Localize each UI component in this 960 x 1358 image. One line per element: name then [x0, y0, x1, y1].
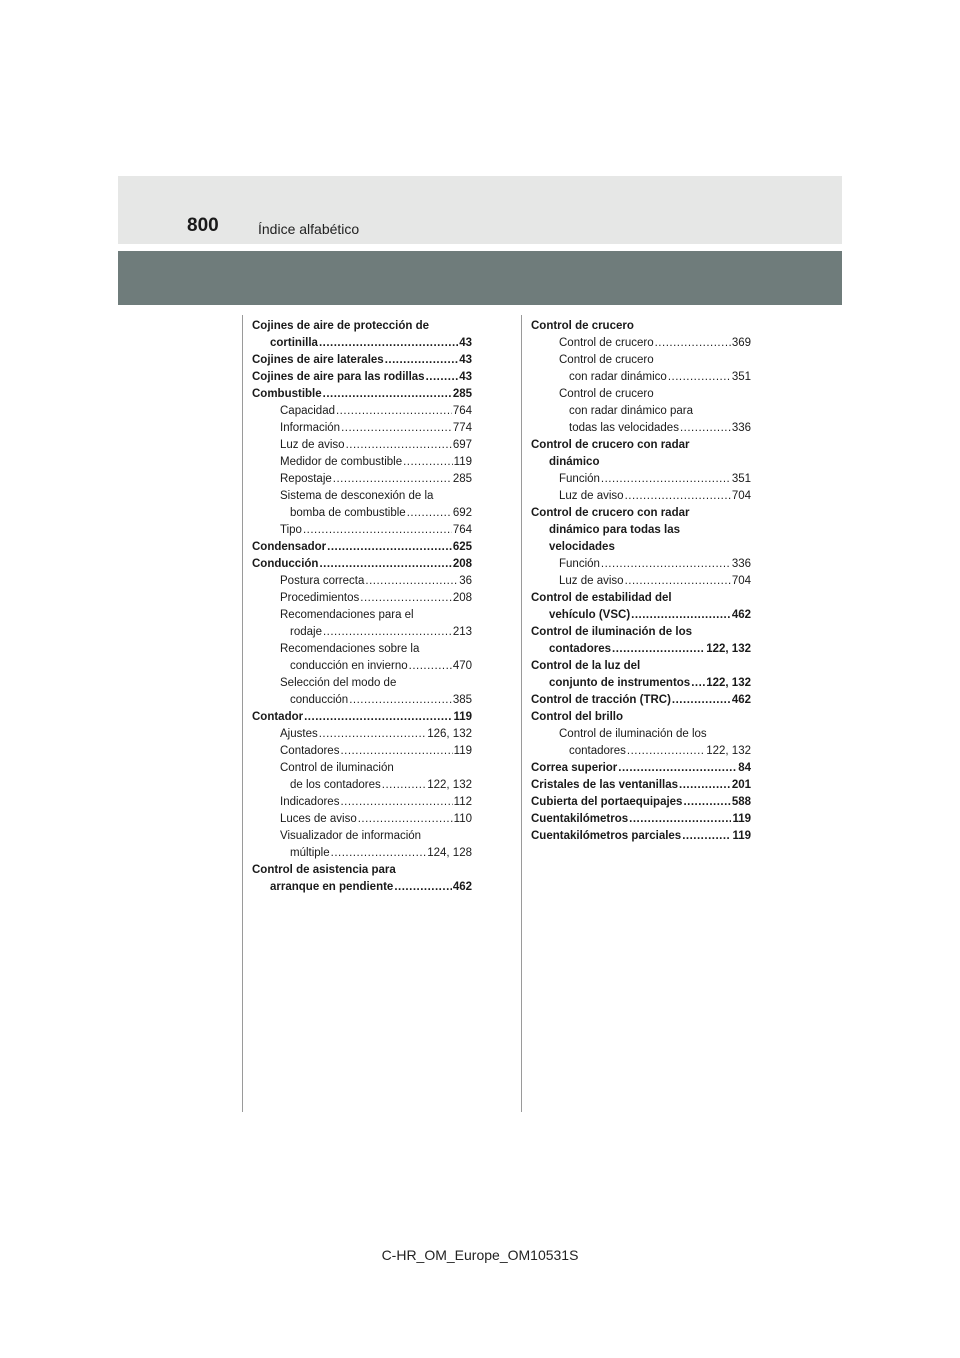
index-entry-page: 43 — [459, 337, 472, 349]
dot-leader — [303, 522, 452, 539]
dot-leader — [407, 505, 452, 522]
dot-leader — [323, 624, 452, 641]
index-entry — [531, 692, 751, 709]
index-entry-term: Capacidad — [280, 405, 335, 417]
index-entry-page: 285 — [452, 473, 472, 485]
index-entry-page: 119 — [453, 745, 472, 757]
dot-leader — [691, 675, 705, 692]
index-entry — [252, 369, 472, 386]
index-entry-page: 119 — [732, 830, 751, 842]
index-entry-term: velocidades — [549, 541, 615, 553]
dot-leader — [327, 539, 452, 556]
index-entry — [531, 777, 751, 794]
index-entry-term: conjunto de instrumentos — [549, 677, 691, 689]
index-entry — [252, 437, 472, 454]
index-entry-page: 588 — [731, 796, 751, 808]
index-entry-term: Control de iluminación de los — [531, 626, 693, 638]
dot-leader — [672, 692, 731, 709]
index-entry — [252, 335, 472, 352]
dot-leader — [319, 556, 451, 573]
index-entry-term: Combustible — [252, 388, 322, 400]
index-entry — [531, 573, 751, 590]
dot-leader — [394, 879, 451, 896]
index-entry — [252, 386, 472, 403]
index-entry — [252, 573, 472, 590]
dot-leader — [680, 420, 731, 437]
index-entry — [252, 607, 472, 624]
dot-leader — [340, 794, 452, 811]
index-entry-term: todas las velocidades — [569, 422, 679, 434]
index-entry — [252, 675, 472, 692]
index-entry-page: 764 — [452, 405, 472, 417]
index-entry — [531, 471, 751, 488]
index-entry-term: Cubierta del portaequipajes — [531, 796, 683, 808]
index-entry — [252, 879, 472, 896]
index-entry — [531, 760, 751, 777]
index-entry-page: 462 — [731, 694, 751, 706]
index-entry-term: Control del brillo — [531, 711, 623, 723]
index-entry — [252, 692, 472, 709]
index-entry-term: Control de crucero con radar — [531, 439, 690, 451]
index-entry-page: 462 — [452, 881, 472, 893]
index-entry — [531, 794, 751, 811]
index-entry-page: 462 — [731, 609, 751, 621]
index-entry — [531, 709, 751, 726]
index-entry — [531, 352, 751, 369]
dot-leader — [360, 590, 452, 607]
dot-leader — [304, 709, 452, 726]
index-entry-page: 351 — [731, 473, 751, 485]
index-entry-term: Control de crucero con radar — [531, 507, 690, 519]
dot-leader — [668, 369, 731, 386]
dot-leader — [679, 777, 731, 794]
dot-leader — [601, 556, 731, 573]
index-entry-term: con radar dinámico para — [569, 405, 694, 417]
index-entry-page: 122, 132 — [706, 745, 751, 757]
index-entry-term: conducción — [290, 694, 349, 706]
index-entry-term: Luz de aviso — [559, 490, 624, 502]
index-entry-term: Luz de aviso — [280, 439, 345, 451]
dot-leader — [365, 573, 458, 590]
index-entry — [531, 641, 751, 658]
index-entry — [531, 590, 751, 607]
index-entry-page: 385 — [452, 694, 472, 706]
index-entry-term: Indicadores — [280, 796, 340, 808]
index-entry-page: 201 — [731, 779, 751, 791]
index-entry-term: Selección del modo de — [280, 677, 397, 689]
index-entry-page: 369 — [731, 337, 751, 349]
index-entry — [531, 658, 751, 675]
index-entry — [531, 743, 751, 760]
index-entry-page: 208 — [452, 592, 472, 604]
index-entry — [531, 539, 751, 556]
dot-leader — [601, 471, 731, 488]
index-entry — [252, 845, 472, 862]
index-entry — [252, 505, 472, 522]
index-entry-page: 119 — [732, 813, 751, 825]
dot-leader — [358, 811, 453, 828]
column-rule-middle — [521, 315, 522, 1112]
index-column-right — [531, 318, 751, 845]
index-entry-term: vehículo (VSC) — [549, 609, 631, 621]
index-entry-term: rodaje — [290, 626, 322, 638]
dot-leader — [618, 760, 737, 777]
dot-leader — [323, 386, 452, 403]
dot-leader — [341, 420, 452, 437]
index-entry-term: contadores — [569, 745, 626, 757]
index-entry-term: Luces de aviso — [280, 813, 357, 825]
chapter-band — [118, 251, 842, 305]
index-entry — [252, 488, 472, 505]
index-entry-term: Correa superior — [531, 762, 618, 774]
index-entry-page: 285 — [452, 388, 472, 400]
index-entry — [531, 318, 751, 335]
index-entry-term: cortinilla — [270, 337, 318, 349]
index-entry — [531, 675, 751, 692]
index-entry — [531, 624, 751, 641]
dot-leader — [683, 794, 730, 811]
index-entry-term: múltiple — [290, 847, 330, 859]
index-entry — [531, 403, 751, 420]
index-entry-term: Cojines de aire de protección de — [252, 320, 430, 332]
index-entry-term: Control de crucero — [559, 388, 654, 400]
dot-leader — [631, 607, 731, 624]
dot-leader — [403, 454, 453, 471]
index-entry-term: Recomendaciones para el — [280, 609, 414, 621]
dot-leader — [385, 352, 459, 369]
index-entry-term: Control de iluminación — [280, 762, 394, 774]
index-entry-term: Procedimientos — [280, 592, 360, 604]
index-entry-term: Contador — [252, 711, 304, 723]
index-entry — [531, 437, 751, 454]
index-entry-term: Función — [559, 558, 600, 570]
index-entry-page: 213 — [452, 626, 472, 638]
index-entry-term: dinámico para todas las — [549, 524, 681, 536]
index-entry-term: Condensador — [252, 541, 327, 553]
index-entry-page: 336 — [731, 422, 751, 434]
index-entry-page: 692 — [452, 507, 472, 519]
index-entry — [252, 726, 472, 743]
dot-leader — [319, 335, 458, 352]
column-rule-left — [242, 315, 243, 1112]
index-entry-page: 704 — [731, 490, 751, 502]
index-entry-page: 336 — [731, 558, 751, 570]
index-entry-term: Control de crucero — [559, 337, 654, 349]
index-entry-page: 697 — [452, 439, 472, 451]
index-entry-page: 119 — [453, 711, 472, 723]
index-entry — [531, 369, 751, 386]
index-entry — [531, 726, 751, 743]
index-entry-page: 625 — [452, 541, 472, 553]
index-entry-term: Recomendaciones sobre la — [280, 643, 420, 655]
index-entry — [252, 811, 472, 828]
dot-leader — [655, 335, 731, 352]
index-column-left — [252, 318, 472, 896]
index-entry — [252, 862, 472, 879]
index-entry-term: Función — [559, 473, 600, 485]
index-entry — [252, 590, 472, 607]
index-entry-term: Visualizador de información — [280, 830, 422, 842]
dot-leader — [382, 777, 426, 794]
page-number: 800 — [187, 215, 219, 236]
index-entry — [252, 743, 472, 760]
index-entry-term: Cristales de las ventanillas — [531, 779, 679, 791]
index-entry-page: 126, 132 — [427, 728, 472, 740]
dot-leader — [333, 471, 452, 488]
index-entry — [531, 505, 751, 522]
index-entry — [252, 420, 472, 437]
index-entry-page: 122, 132 — [706, 677, 751, 689]
index-entry-term: Cojines de aire para las rodillas — [252, 371, 425, 383]
index-entry — [252, 403, 472, 420]
index-entry-term: Control de la luz del — [531, 660, 641, 672]
dot-leader — [612, 641, 705, 658]
index-entry-page: 110 — [453, 813, 472, 825]
dot-leader — [409, 658, 452, 675]
index-entry — [252, 352, 472, 369]
index-entry-page: 43 — [459, 371, 472, 383]
dot-leader — [625, 573, 731, 590]
dot-leader — [331, 845, 427, 862]
index-entry-term: Conducción — [252, 558, 319, 570]
dot-leader — [625, 488, 731, 505]
index-entry — [531, 420, 751, 437]
index-entry-term: Cojines de aire laterales — [252, 354, 384, 366]
index-entry-term: Tipo — [280, 524, 302, 536]
index-entry — [252, 624, 472, 641]
index-entry-term: Información — [280, 422, 341, 434]
index-entry — [531, 828, 751, 845]
index-entry-term: Control de crucero — [531, 320, 634, 332]
index-entry — [252, 709, 472, 726]
index-entry-page: 124, 128 — [427, 847, 472, 859]
index-entry-term: Control de estabilidad del — [531, 592, 672, 604]
dot-leader — [349, 692, 452, 709]
index-entry-term: conducción en invierno — [290, 660, 408, 672]
index-entry-term: Control de iluminación de los — [559, 728, 707, 740]
index-entry — [252, 777, 472, 794]
index-entry-term: Control de asistencia para — [252, 864, 396, 876]
index-entry — [252, 658, 472, 675]
index-entry — [531, 556, 751, 573]
dot-leader — [336, 403, 452, 420]
index-entry-page: 122, 132 — [706, 643, 751, 655]
index-entry-page: 764 — [452, 524, 472, 536]
index-entry-page: 704 — [731, 575, 751, 587]
index-entry-term: Control de crucero — [559, 354, 654, 366]
dot-leader — [340, 743, 452, 760]
index-entry — [531, 522, 751, 539]
dot-leader — [319, 726, 427, 743]
index-entry — [531, 607, 751, 624]
index-entry-term: Medidor de combustible — [280, 456, 403, 468]
index-entry — [252, 794, 472, 811]
dot-leader — [627, 743, 705, 760]
dot-leader — [426, 369, 459, 386]
dot-leader — [629, 811, 731, 828]
index-entry — [252, 556, 472, 573]
index-entry — [252, 522, 472, 539]
index-entry-term: arranque en pendiente — [270, 881, 394, 893]
index-entry-page: 84 — [738, 762, 751, 774]
index-entry-term: Postura correcta — [280, 575, 365, 587]
document-code: C-HR_OM_Europe_OM10531S — [381, 1247, 579, 1263]
index-entry-term: dinámico — [549, 456, 600, 468]
index-entry-term: Cuentakilómetros parciales — [531, 830, 682, 842]
dot-leader — [682, 828, 731, 845]
index-entry-page: 43 — [459, 354, 472, 366]
index-entry-term: Repostaje — [280, 473, 332, 485]
index-entry-term: contadores — [549, 643, 611, 655]
index-entry-term: bomba de combustible — [290, 507, 406, 519]
index-entry-page: 122, 132 — [427, 779, 472, 791]
index-entry-term: Contadores — [280, 745, 340, 757]
index-entry-page: 774 — [452, 422, 472, 434]
index-entry — [252, 318, 472, 335]
index-entry-term: Luz de aviso — [559, 575, 624, 587]
index-entry-page: 208 — [452, 558, 472, 570]
index-entry-term: con radar dinámico — [569, 371, 667, 383]
index-entry — [531, 335, 751, 352]
dot-leader — [346, 437, 452, 454]
index-entry-page: 112 — [453, 796, 472, 808]
index-entry — [252, 828, 472, 845]
index-entry-term: Sistema de desconexión de la — [280, 490, 434, 502]
index-entry — [252, 760, 472, 777]
index-entry-page: 36 — [459, 575, 472, 587]
index-entry-term: Ajustes — [280, 728, 318, 740]
index-entry — [252, 471, 472, 488]
index-entry — [531, 488, 751, 505]
header-band — [118, 176, 842, 244]
index-entry — [252, 539, 472, 556]
index-entry — [252, 641, 472, 658]
index-entry-term: Cuentakilómetros — [531, 813, 629, 825]
index-entry — [531, 454, 751, 471]
index-entry — [531, 811, 751, 828]
index-entry-term: Control de tracción (TRC) — [531, 694, 671, 706]
index-entry-page: 470 — [452, 660, 472, 672]
index-entry — [252, 454, 472, 471]
section-title: Índice alfabético — [258, 221, 360, 237]
index-entry — [531, 386, 751, 403]
index-entry-page: 351 — [731, 371, 751, 383]
index-entry-term: de los contadores — [290, 779, 381, 791]
index-entry-page: 119 — [453, 456, 472, 468]
